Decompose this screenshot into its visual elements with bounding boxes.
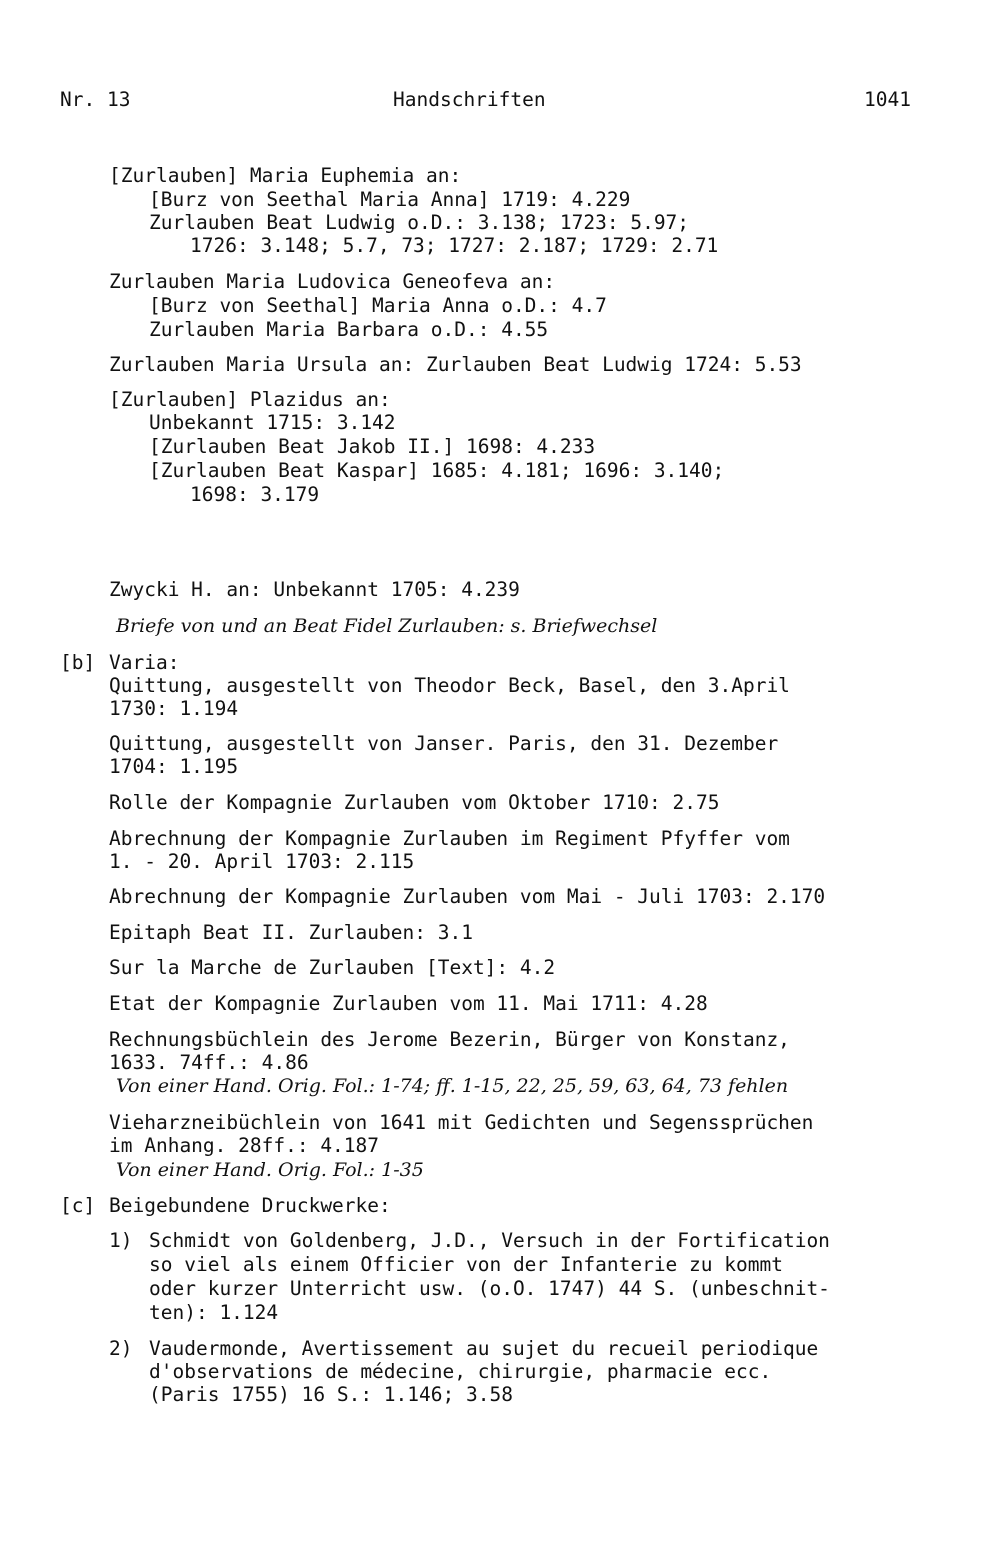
list-item: Vaudermonde, Avertissement au sujet du recueil periodique <box>149 1337 819 1360</box>
list-item-number: 1) <box>109 1229 133 1252</box>
entry-heading: Zurlauben Maria Ludovica Geneofeva an: <box>109 270 556 293</box>
list-item: (Paris 1755) 16 S.: 1.146; 3.58 <box>149 1383 513 1406</box>
list-item: ten): 1.124 <box>149 1301 279 1324</box>
varia-entry: Quittung, ausgestellt von Theodor Beck, Basel, den 3.April <box>109 674 790 697</box>
varia-entry: Rolle der Kompagnie Zurlauben vom Oktober 1710: 2.75 <box>109 791 720 814</box>
section-marker-c: [c] <box>60 1194 96 1217</box>
varia-entry: Sur la Marche de Zurlauben [Text]: 4.2 <box>109 956 556 979</box>
section-title-varia: Varia: <box>109 651 180 674</box>
varia-entry: 1633. 74ff.: 4.86 <box>109 1051 309 1074</box>
page-number: 1041 <box>864 88 911 111</box>
varia-note: Von einer Hand. Orig. Fol.: 1-74; ff. 1-15, 22, 25, 59, 63, 64, 73 fehlen <box>116 1075 789 1097</box>
entry-line: [Zurlauben Beat Jakob II.] 1698: 4.233 <box>149 435 596 458</box>
header-title: Handschriften <box>393 88 546 111</box>
list-item: oder kurzer Unterricht usw. (o.O. 1747) 44 S. (unbeschnit- <box>149 1277 830 1300</box>
header-section-number: Nr. 13 <box>60 88 131 111</box>
entry-line: [Burz von Seethal Maria Anna] 1719: 4.229 <box>149 188 631 211</box>
list-item: d'observations de médecine, chirurgie, pharmacie ecc. <box>149 1360 772 1383</box>
list-item: Schmidt von Goldenberg, J.D., Versuch in der Fortification <box>149 1229 830 1252</box>
entry-line: [Zurlauben Beat Kaspar] 1685: 4.181; 1696: 3.140; <box>149 459 725 482</box>
list-item: so viel als einem Officier von der Infanterie zu kommt <box>149 1253 783 1276</box>
section-marker-b: [b] <box>60 651 96 674</box>
entry-heading: Zwycki H. an: Unbekannt 1705: 4.239 <box>109 578 520 601</box>
varia-note: Von einer Hand. Orig. Fol.: 1-35 <box>116 1159 424 1181</box>
varia-entry: Quittung, ausgestellt von Janser. Paris, den 31. Dezember <box>109 732 779 755</box>
varia-entry: Epitaph Beat II. Zurlauben: 3.1 <box>109 921 473 944</box>
entry-heading: Zurlauben Maria Ursula an: Zurlauben Beat Ludwig 1724: 5.53 <box>109 353 802 376</box>
entry-line: Zurlauben Maria Barbara o.D.: 4.55 <box>149 318 549 341</box>
section-title-druckwerke: Beigebundene Druckwerke: <box>109 1194 391 1217</box>
entry-line: [Burz von Seethal] Maria Anna o.D.: 4.7 <box>149 294 607 317</box>
varia-entry: im Anhang. 28ff.: 4.187 <box>109 1134 380 1157</box>
list-item-number: 2) <box>109 1337 133 1360</box>
varia-entry: Abrechnung der Kompagnie Zurlauben vom Mai - Juli 1703: 2.170 <box>109 885 826 908</box>
varia-entry: Rechnungsbüchlein des Jerome Bezerin, Bürger von Konstanz, <box>109 1028 790 1051</box>
varia-entry: 1730: 1.194 <box>109 697 239 720</box>
entry-line: 1726: 3.148; 5.7, 73; 1727: 2.187; 1729: 2.71 <box>190 234 719 257</box>
entry-line: Unbekannt 1715: 3.142 <box>149 411 396 434</box>
varia-entry: Abrechnung der Kompagnie Zurlauben im Regiment Pfyffer vom <box>109 827 790 850</box>
varia-entry: 1. - 20. April 1703: 2.115 <box>109 850 415 873</box>
entry-heading: [Zurlauben] Maria Euphemia an: <box>109 164 462 187</box>
varia-entry: Vieharzneibüchlein von 1641 mit Gedichten und Segenssprüchen <box>109 1111 814 1134</box>
entry-line: Zurlauben Beat Ludwig o.D.: 3.138; 1723: 5.97; <box>149 211 690 234</box>
entry-heading: [Zurlauben] Plazidus an: <box>109 388 391 411</box>
cross-reference-note: Briefe von und an Beat Fidel Zurlauben: s. Briefwechsel <box>116 615 658 637</box>
varia-entry: 1704: 1.195 <box>109 755 239 778</box>
entry-line: 1698: 3.179 <box>190 483 320 506</box>
varia-entry: Etat der Kompagnie Zurlauben vom 11. Mai 1711: 4.28 <box>109 992 708 1015</box>
